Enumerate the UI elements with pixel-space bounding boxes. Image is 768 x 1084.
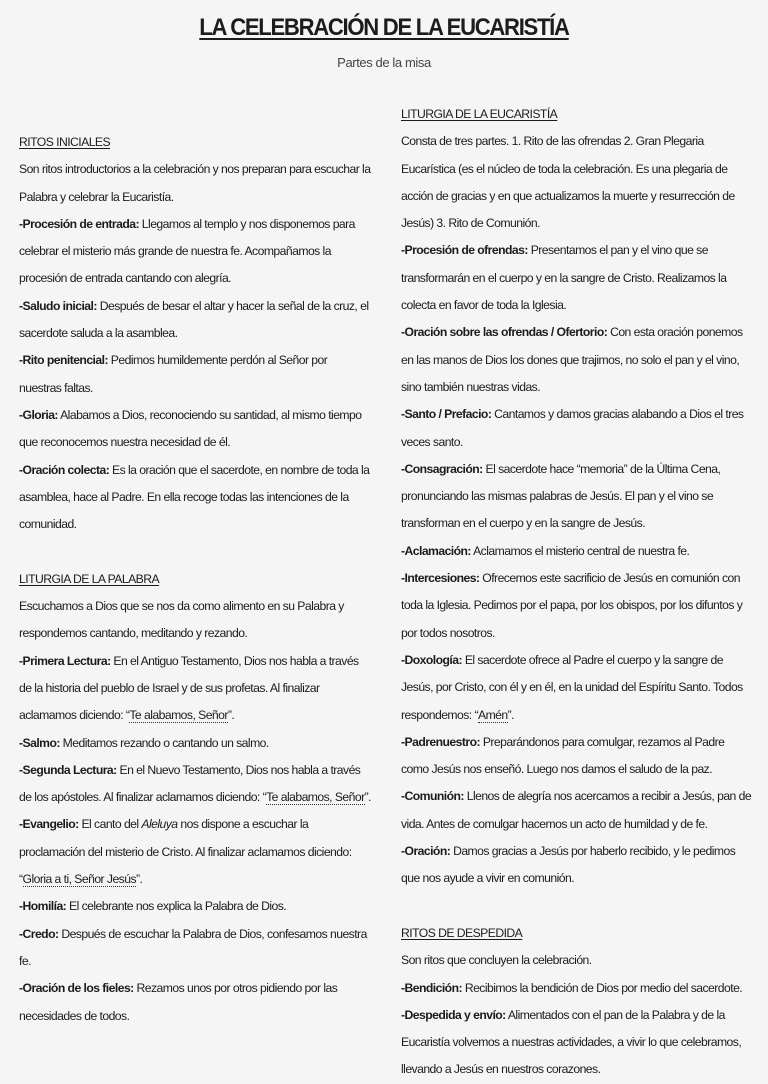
list-item bbox=[401, 838, 753, 893]
item-term: -Salmo: bbox=[19, 735, 60, 750]
section-intro: Son ritos introductorios a la celebración y nos preparan para escuchar la Palabra y celebrar la Eucaristía. bbox=[19, 162, 371, 204]
item-term: -Aclamación: bbox=[401, 543, 471, 558]
item-text: Alabamos a Dios, reconociendo su santidad, al mismo tiempo que reconocemos nuestra necesidad de él. bbox=[19, 407, 362, 450]
item-term: -Padrenuestro: bbox=[401, 734, 480, 749]
list-item bbox=[401, 237, 753, 319]
acclamation-quote: Amén bbox=[477, 707, 508, 722]
section-heading: LITURGIA DE LA PALABRA bbox=[19, 571, 160, 586]
item-text: Alimentados con el pan de la Palabra y de la Eucaristía volvemos a nuestras actividades, a vivir lo que celebramos, llevando a Jesús en nuestros corazones. bbox=[401, 1007, 742, 1077]
section-liturgia-palabra bbox=[19, 566, 371, 1030]
item-text: En el Antiguo Testamento, Dios nos habla a través de la historia del pueblo de Israel y de sus profetas. Al finalizar aclamamos diciendo: “ bbox=[19, 653, 359, 723]
list-item bbox=[401, 565, 753, 647]
section-heading: RITOS INICIALES bbox=[19, 135, 111, 149]
item-text: Llegamos al templo y nos disponemos para celebrar el misterio más grande de nuestra fe. Acompañamos la procesión de entrada cantando con alegría. bbox=[19, 216, 355, 286]
item-text: En el Nuevo Testamento, Dios nos habla a través de los apóstoles. Al finalizar aclamamos diciendo: “ bbox=[19, 762, 361, 805]
list-item bbox=[19, 921, 371, 976]
item-text: Recibimos la bendición de Dios por medio del sacerdote. bbox=[461, 980, 743, 995]
item-term: -Segunda Lectura: bbox=[19, 762, 117, 777]
item-text: Preparándonos para comulgar, rezamos al Padre como Jesús nos enseñó. Luego nos damos el saludo de la paz. bbox=[401, 734, 725, 777]
list-item bbox=[19, 648, 371, 730]
acclamation-quote: Gloria a ti, Señor Jesús bbox=[22, 872, 136, 887]
item-term: -Homilía: bbox=[19, 899, 67, 914]
item-text: El celebrante nos explica la Palabra de Dios. bbox=[66, 899, 287, 914]
aleluya-word: Aleluya bbox=[141, 817, 178, 832]
item-term: -Rito penitencial: bbox=[19, 353, 108, 368]
item-text: El sacerdote hace “memoria” de la Última Cena, pronunciando las mismas palabras de Jesús. El pan y el vino se transforman en el cuerpo y en la sangre de Jesús. bbox=[401, 461, 721, 531]
section-heading: RITOS DE DESPEDIDA bbox=[401, 925, 523, 940]
list-item bbox=[19, 402, 371, 457]
item-text: El canto del bbox=[78, 817, 142, 832]
item-text: Rezamos unos por otros pidiendo por las necesidades de todos. bbox=[19, 981, 338, 1023]
section-ritos-despedida bbox=[401, 920, 753, 1084]
item-text: Después de besar el altar y hacer la señal de la cruz, el sacerdote saluda a la asamblea. bbox=[19, 298, 369, 341]
item-term: -Bendición: bbox=[401, 980, 462, 995]
page-subtitle: Partes de la misa bbox=[337, 55, 431, 70]
section-spacer bbox=[401, 893, 753, 920]
section-heading: LITURGIA DE LA EUCARISTÍA bbox=[401, 107, 558, 121]
list-item bbox=[401, 975, 753, 1002]
section-spacer bbox=[19, 538, 371, 565]
item-text: nos dispone a escuchar la proclamación del misterio de Cristo. Al finalizar aclamamos diciendo: “ bbox=[19, 817, 352, 887]
item-text: Presentamos el pan y el vino que se transformarán en el cuerpo y en la sangre de Cristo. Realizamos la colecta en favor de toda la Iglesia. bbox=[401, 243, 727, 313]
page-title: LA CELEBRACIÓN DE LA EUCARISTÍA bbox=[199, 14, 569, 41]
list-item bbox=[401, 538, 753, 565]
item-text: Con esta oración ponemos en las manos de Dios los dones que trajimos, no solo el pan y el vino, sino también nuestras vidas. bbox=[401, 325, 743, 394]
item-term: -Procesión de ofrendas: bbox=[401, 243, 528, 258]
list-item bbox=[401, 319, 753, 401]
acclamation-quote: Te alabamos, Señor bbox=[266, 790, 365, 805]
item-text: Pedimos humildemente perdón al Señor por nuestras faltas. bbox=[19, 353, 328, 395]
item-term: -Despedida y envío: bbox=[401, 1007, 506, 1022]
quote-end: ”. bbox=[227, 708, 235, 723]
list-item bbox=[401, 647, 753, 729]
list-item bbox=[401, 783, 753, 838]
item-text: Llenos de alegría nos acercamos a recibir a Jesús, pan de vida. Antes de comulgar hacemos un acto de humildad y de fe. bbox=[401, 789, 752, 831]
item-text: Es la oración que el sacerdote, en nombre de toda la asamblea, hace al Padre. En ella recoge todas las intenciones de la comunidad. bbox=[19, 462, 370, 532]
left-column bbox=[19, 0, 371, 1030]
item-term: -Gloria: bbox=[19, 407, 58, 422]
list-item bbox=[401, 1002, 753, 1084]
item-term: -Intercesiones: bbox=[401, 571, 480, 586]
quote-end: ”. bbox=[507, 707, 514, 722]
section-liturgia-eucaristia bbox=[401, 101, 753, 893]
item-term: -Credo: bbox=[19, 926, 59, 941]
item-term: -Oración colecta: bbox=[19, 462, 110, 477]
acclamation-quote: Te alabamos, Señor bbox=[129, 708, 228, 723]
list-item bbox=[19, 730, 371, 757]
list-item bbox=[19, 347, 371, 402]
item-text: Después de escuchar la Palabra de Dios, confesamos nuestra fe. bbox=[19, 926, 367, 968]
list-item bbox=[19, 975, 371, 1030]
item-term: -Consagración: bbox=[401, 461, 483, 476]
item-term: -Santo / Prefacio: bbox=[401, 407, 492, 422]
item-term: -Oración: bbox=[401, 844, 451, 859]
list-item bbox=[401, 401, 753, 456]
right-column bbox=[401, 0, 753, 1084]
item-term: -Oración de los fieles: bbox=[19, 981, 134, 996]
section-ritos-iniciales bbox=[19, 129, 371, 538]
section-intro: Escuchamos a Dios que se nos da como alimento en su Palabra y respondemos cantando, meditando y rezando. bbox=[19, 599, 344, 641]
item-term: -Oración sobre las ofrendas / Ofertorio: bbox=[401, 325, 608, 340]
item-term: -Procesión de entrada: bbox=[19, 216, 139, 231]
quote-end: ”. bbox=[364, 790, 371, 805]
item-term: -Doxología: bbox=[401, 652, 462, 667]
item-term: -Saludo inicial: bbox=[19, 298, 97, 313]
item-term: -Comunión: bbox=[401, 789, 464, 804]
list-item bbox=[401, 729, 753, 784]
list-item bbox=[19, 893, 371, 920]
item-text: Ofrecemos este sacrificio de Jesús en comunión con toda la Iglesia. Pedimos por el papa, por los obispos, por los difuntos y por todos nosotros. bbox=[401, 571, 743, 640]
item-text: Damos gracias a Jesús por haberlo recibido, y le pedimos que nos ayude a vivir en comunión. bbox=[401, 844, 736, 886]
section-intro: Consta de tres partes. 1. Rito de las ofrendas 2. Gran Plegaria Eucarística (es el núcleo de toda la celebración. Es una plegaria de acción de gracias y en que actualizamos la muerte y resurrección de Jesús) 3. Rito de Comunión. bbox=[401, 134, 735, 231]
list-item bbox=[19, 293, 371, 348]
list-item bbox=[19, 757, 371, 812]
list-item bbox=[19, 811, 371, 893]
list-item bbox=[19, 211, 371, 293]
section-intro: Son ritos que concluyen la celebración. bbox=[401, 953, 592, 968]
quote-end: ”. bbox=[136, 872, 143, 887]
item-text: El sacerdote ofrece al Padre el cuerpo y la sangre de Jesús, por Cristo, con él y en él, en la unidad del Espíritu Santo. Todos respondemos: “ bbox=[401, 652, 743, 722]
list-item bbox=[401, 456, 753, 538]
item-term: -Evangelio: bbox=[19, 817, 79, 832]
item-text: Meditamos rezando o cantando un salmo. bbox=[59, 735, 269, 750]
list-item bbox=[19, 457, 371, 539]
item-text: Cantamos y damos gracias alabando a Dios el tres veces santo. bbox=[401, 407, 744, 449]
item-text: Aclamamos el misterio central de nuestra fe. bbox=[470, 543, 690, 558]
item-term: -Primera Lectura: bbox=[19, 653, 111, 668]
